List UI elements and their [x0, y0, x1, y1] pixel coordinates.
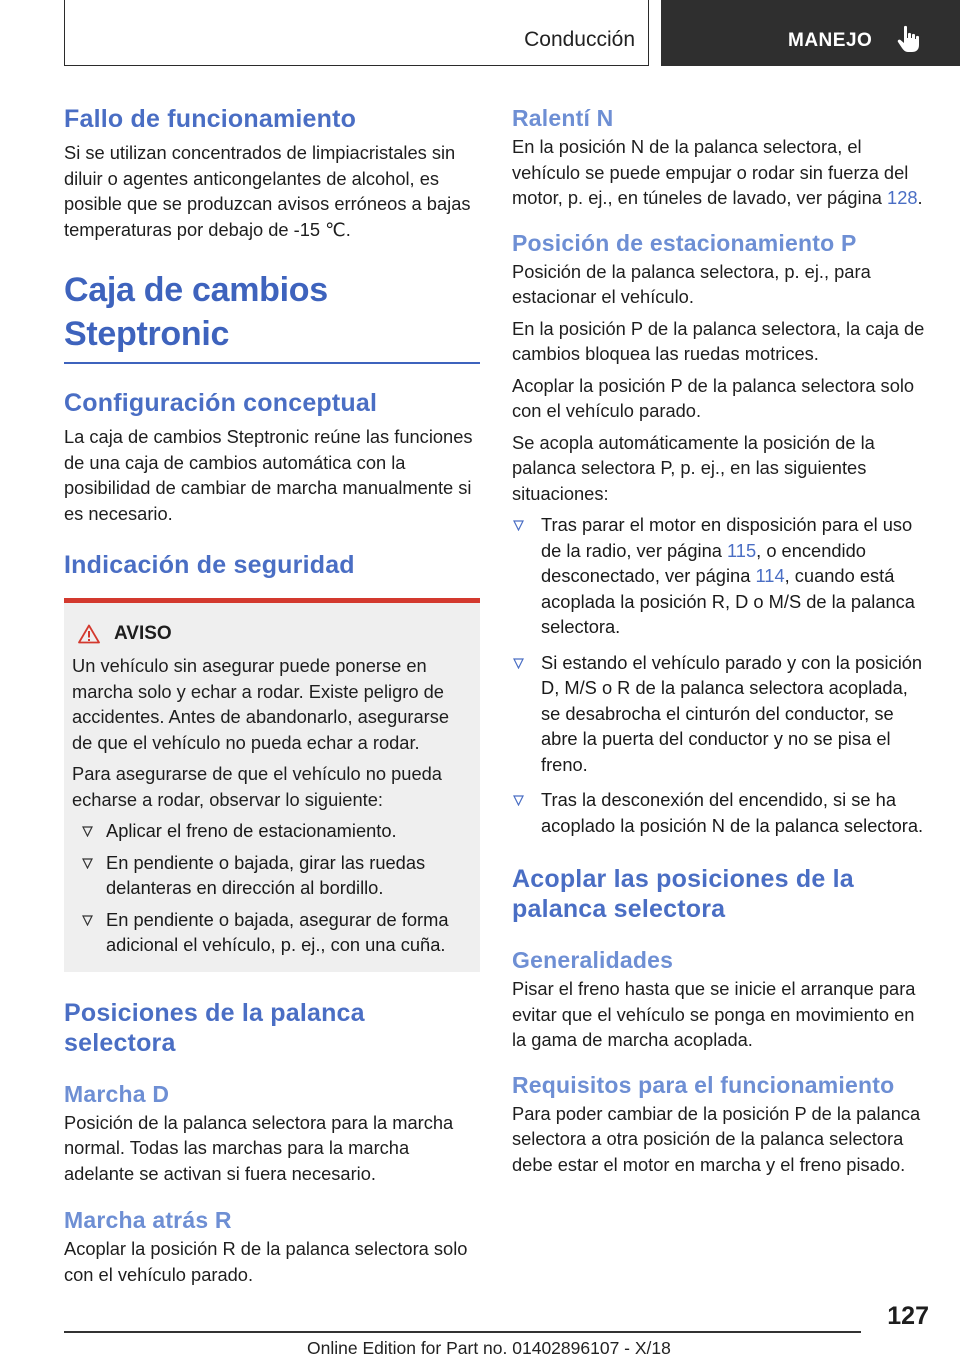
warning-list: [72, 818, 470, 958]
warning-box: [64, 598, 480, 972]
list-item: [72, 907, 470, 958]
paragraph-marcha-d: Posición de la palanca selectora para la marcha normal. Todas las marchas para la marcha adelante se activan si fuera necesario.: [64, 1111, 454, 1184]
triangle-bullet-icon: [82, 915, 93, 926]
situations-list: [512, 512, 928, 838]
left-column: [64, 100, 480, 1287]
triangle-bullet-icon: [82, 858, 93, 869]
right-column: [512, 100, 928, 1177]
page-link-115[interactable]: 115: [727, 539, 757, 561]
triangle-bullet-icon: [513, 795, 524, 806]
paragraph-estacionamiento-2: En la posición P de la palanca selectora, la caja de cambios bloquea las ruedas motrices.: [512, 317, 925, 364]
paragraph-estacionamiento-3: Acoplar la posición P de la palanca selectora solo con el vehículo parado.: [512, 374, 915, 421]
warning-triangle-icon: [78, 624, 100, 644]
list-item-text: En pendiente o bajada, girar las ruedas delanteras en dirección al bordillo.: [106, 851, 426, 898]
paragraph-estacionamiento-4: Se acopla automáticamente la posición de la palanca selectora P, p. ej., en las siguientes situaciones:: [512, 431, 875, 504]
warning-paragraph-1: Un vehículo sin asegurar puede ponerse en marcha solo y echar a rodar. Existe peligro de accidentes. Antes de abandonarlo, asegurarse de que el vehículo no pueda echar a rodar.: [72, 655, 450, 753]
list-item-text: Tras la desconexión del encendido, si se ha acoplado la posición N de la palanca selectora.: [541, 789, 924, 836]
list-item-text: En pendiente o bajada, asegurar de forma adicional el vehículo, p. ej., con una cuña.: [106, 908, 449, 955]
list-item-text: Si estando el vehículo parado y con la posición D, M/S o R de la palanca selectora acoplada, se desabrocha el cinturón del conductor, se abre la puerta del conductor y no se pisa el freno.: [541, 651, 923, 775]
heading-requisitos: Requisitos para el funcionamiento: [512, 1071, 895, 1098]
warning-paragraph-2: Para asegurarse de que el vehículo no pueda echarse a rodar, observar lo siguiente:: [72, 763, 442, 810]
list-item: [512, 650, 928, 778]
page-link-128[interactable]: 128: [887, 187, 918, 208]
footer-edition: Online Edition for Part no. 01402896107 - X/18: [307, 1338, 671, 1358]
paragraph-estacionamiento-1: Posición de la palanca selectora, p. ej., para estacionar el vehículo.: [512, 260, 871, 307]
paragraph-fallo: Si se utilizan concentrados de limpiacristales sin diluir o agentes anticongelantes de alcohol, es posible que se produzcan avisos erróneos a bajas temperaturas por debajo de -15 ℃.: [64, 142, 471, 240]
chapter-title: Caja de cambios Steptronic: [64, 268, 480, 364]
heading-acoplar: Acoplar las posiciones de la palanca selectora: [512, 865, 854, 923]
warning-label: AVISO: [114, 623, 172, 644]
paragraph-ralenti-text: En la posición N de la palanca selectora, el vehículo se puede empujar o rodar sin fuerza del motor, p. ej., en túneles de lavado, ver página: [512, 136, 909, 208]
page-link-114[interactable]: 114: [755, 565, 785, 586]
heading-configuracion: Configuración conceptual: [64, 389, 378, 417]
paragraph-requisitos: Para poder cambiar de la posición P de la palanca selectora a otra posición de la palanca selectora debe estar el motor en marcha y el freno pisado.: [512, 1102, 921, 1175]
paragraph-marcha-r: Acoplar la posición R de la palanca selectora solo con el vehículo parado.: [64, 1238, 468, 1285]
heading-fallo: Fallo de funcionamiento: [64, 105, 357, 133]
paragraph-configuracion: La caja de cambios Steptronic reúne las funciones de una caja de cambios automática con la posibilidad de cambiar de marcha manualmente si es necesario.: [64, 426, 473, 524]
heading-estacionamiento: Posición de estacionamiento P: [512, 229, 857, 256]
heading-generalidades: Generalidades: [512, 947, 674, 973]
list-item: [72, 818, 470, 844]
list-item-text: , o encendido desconectado, ver página: [541, 539, 866, 586]
warning-header: [72, 623, 470, 645]
header-tab-label: MANEJO: [788, 30, 873, 51]
heading-posiciones: Posiciones de la palanca selectora: [64, 998, 365, 1057]
heading-marcha-d: Marcha D: [64, 1080, 170, 1107]
list-item-text: Tras parar el motor en disposición para el uso de la radio, ver página: [541, 514, 913, 561]
list-item: [72, 850, 470, 901]
header-chapter-tab[interactable]: [661, 0, 960, 66]
footer-divider: [64, 1331, 861, 1333]
list-item-text: Aplicar el freno de estacionamiento.: [106, 820, 397, 841]
list-item: [512, 787, 928, 838]
list-item-text: , cuando está acoplada la posición R, D o M/S de la palanca selectora.: [541, 565, 915, 637]
paragraph-generalidades: Pisar el freno hasta que se inicie el arranque para evitar que el vehículo se ponga en movimiento en la gama de marcha acoplada.: [512, 978, 916, 1050]
paragraph-ralenti: En la posición N de la palanca selectora, el vehículo se puede empujar o rodar sin fuerza del motor, p. ej., en túneles de lavado, ver página 128.: [512, 136, 923, 208]
list-item: [512, 512, 928, 640]
triangle-bullet-icon: [513, 658, 524, 669]
triangle-bullet-icon: [82, 826, 93, 837]
heading-ralenti: Ralentí N: [512, 105, 614, 131]
heading-marcha-r: Marcha atrás R: [64, 1207, 232, 1233]
page-number: 127: [887, 1302, 929, 1330]
header-section-title: Conducción: [524, 28, 635, 51]
triangle-bullet-icon: [513, 520, 524, 531]
hand-pointer-icon: [895, 24, 925, 54]
heading-seguridad: Indicación de seguridad: [64, 551, 355, 579]
